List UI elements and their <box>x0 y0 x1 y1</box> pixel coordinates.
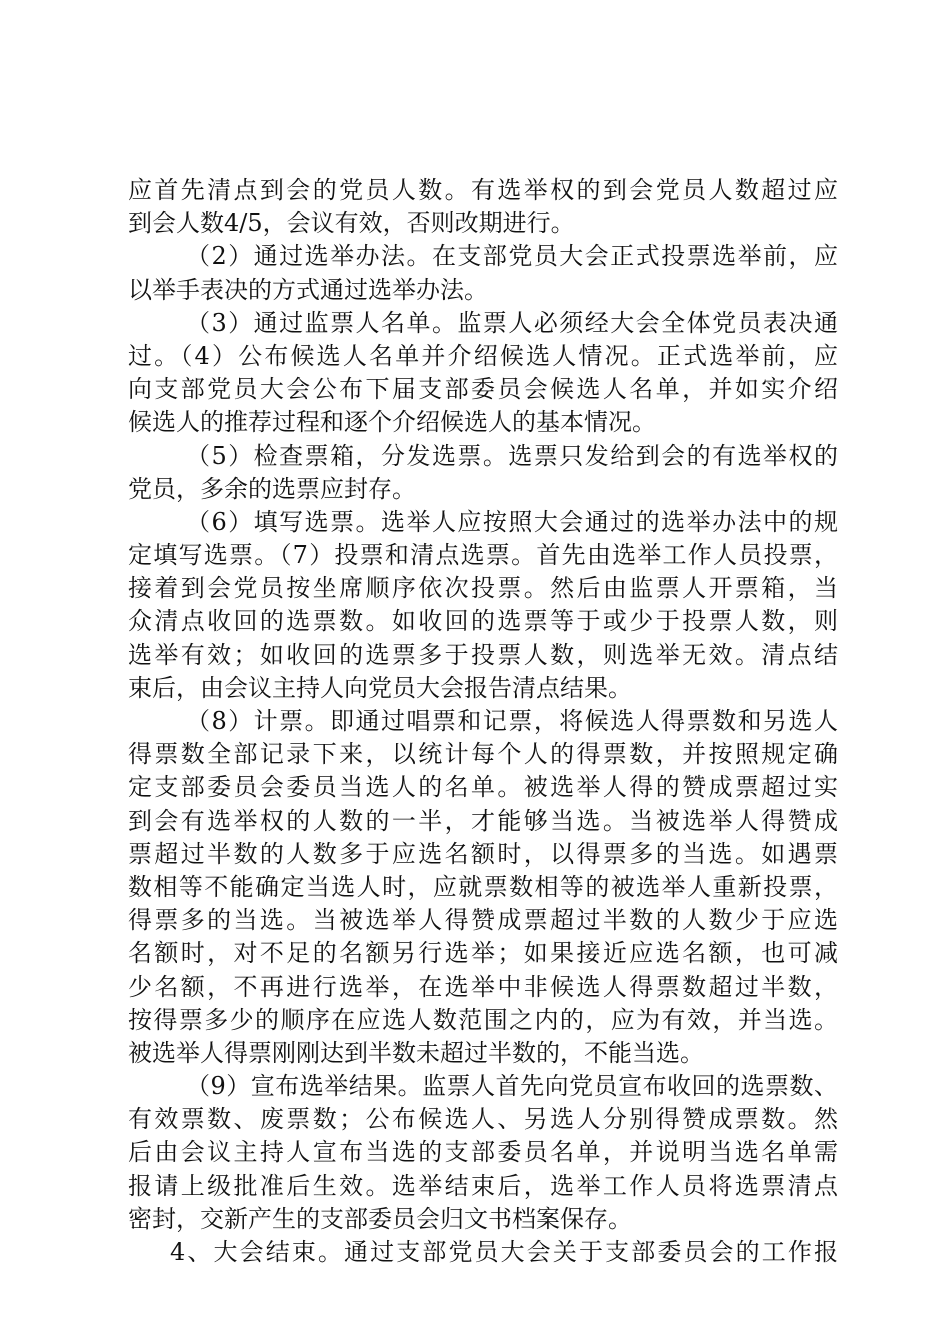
text-line: 过。（4）公布候选人名单并介绍候选人情况。正式选举前，应 <box>128 341 838 370</box>
text-line: 4、大会结束。通过支部党员大会关于支部委员会的工作报 <box>170 1238 838 1266</box>
text-line: 到会人数4/5，会议有效，否则改期进行。 <box>128 209 575 238</box>
text-line: （8）计票。即通过唱票和记票，将候选人得票数和另选人 <box>186 707 838 735</box>
text-line: 数相等不能确定当选人时，应就票数相等的被选举人重新投票， <box>128 872 838 901</box>
text-line: 候选人的推荐过程和逐个介绍候选人的基本情况。 <box>128 408 656 437</box>
text-line: 定填写选票。（7）投票和清点选票。首先由选举工作人员投票， <box>128 541 838 570</box>
text-line: 众清点收回的选票数。如收回的选票等于或少于投票人数，则 <box>128 607 838 636</box>
text-line: 票超过半数的人数多于应选名额时，以得票多的当选。如遇票 <box>128 839 838 868</box>
text-line: （6）填写选票。选举人应按照大会通过的选举办法中的规 <box>186 507 838 536</box>
text-line: 有效票数、废票数；公布候选人、另选人分别得赞成票数。然 <box>128 1105 838 1134</box>
text-line: （2）通过选举办法。在支部党员大会正式投票选举前，应 <box>186 242 838 271</box>
text-line: 得票数全部记录下来，以统计每个人的得票数，并按照规定确 <box>128 740 838 769</box>
text-line: 以举手表决的方式通过选举办法。 <box>128 275 488 304</box>
text-line: 名额时，对不足的名额另行选举；如果接近应选名额，也可减 <box>128 939 838 968</box>
text-line: 得票多的当选。当被选举人得赞成票超过半数的人数少于应选 <box>128 906 838 935</box>
text-line: 党员，多余的选票应封存。 <box>128 474 416 503</box>
text-line: 接着到会党员按坐席顺序依次投票。然后由监票人开票箱，当 <box>128 574 838 603</box>
text-line: 向支部党员大会公布下届支部委员会候选人名单，并如实介绍 <box>128 375 838 404</box>
text-line: （5）检查票箱，分发选票。选票只发给到会的有选举权的 <box>186 441 838 470</box>
document-body <box>128 174 838 1269</box>
text-line: 密封，交新产生的支部委员会归文书档案保存。 <box>128 1204 632 1233</box>
text-line: 被选举人得票刚刚达到半数未超过半数的，不能当选。 <box>128 1038 704 1067</box>
text-line: 选举有效；如收回的选票多于投票人数，则选举无效。清点结 <box>128 640 838 669</box>
text-line: 束后，由会议主持人向党员大会报告清点结果。 <box>128 673 632 702</box>
text-line: 定支部委员会委员当选人的名单。被选举人得的赞成票超过实 <box>128 773 838 802</box>
text-line: 少名额，不再进行选举，在选举中非候选人得票数超过半数， <box>128 972 838 1001</box>
text-line: 按得票多少的顺序在应选人数范围之内的，应为有效，并当选。 <box>128 1005 838 1034</box>
text-line: （3）通过监票人名单。监票人必须经大会全体党员表决通 <box>186 308 838 337</box>
text-line: 后由会议主持人宣布当选的支部委员名单，并说明当选名单需 <box>128 1138 838 1167</box>
text-line: 应首先清点到会的党员人数。有选举权的到会党员人数超过应 <box>128 176 838 204</box>
text-line: 到会有选举权的人数的一半，才能够当选。当被选举人得赞成 <box>128 806 838 835</box>
text-line: 报请上级批准后生效。选举结束后，选举工作人员将选票清点 <box>128 1171 838 1200</box>
text-line: （9）宣布选举结果。监票人首先向党员宣布收回的选票数、 <box>186 1072 838 1101</box>
